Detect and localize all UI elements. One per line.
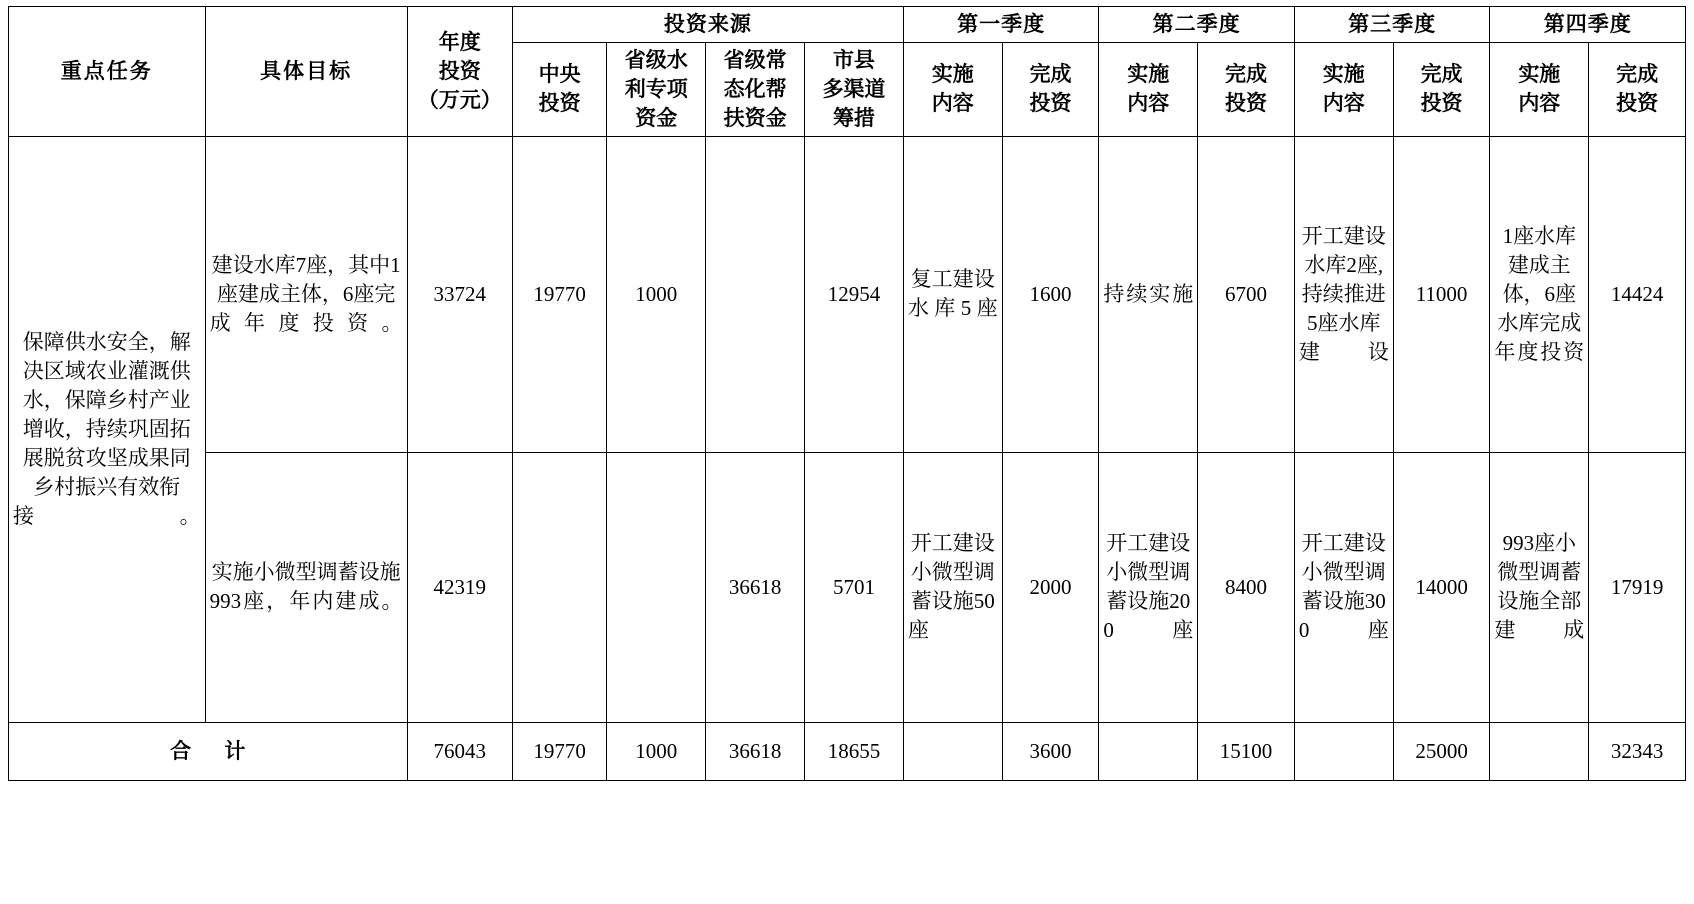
- cell-city-county-fund: 12954: [805, 136, 904, 452]
- header-q1-content-line1: 实施: [931, 62, 974, 87]
- header-goal-label: 具体目标: [260, 58, 353, 83]
- header-investment-source: [512, 7, 903, 43]
- header-q2-completed: [1198, 42, 1295, 136]
- header-q4-completed: [1589, 42, 1686, 136]
- cell-central-investment: 19770: [512, 136, 607, 452]
- header-annual-line2: 投资: [438, 58, 481, 83]
- header-q2-label: 第二季度: [1152, 12, 1241, 36]
- cell-task: 保障供水安全，解决区域农业灌溉供水，保障乡村产业增收，持续巩固拓展脱贫攻坚成果同乡村振兴有效衔接。: [9, 136, 206, 722]
- header-provnormal-line2: 态化帮: [723, 76, 787, 101]
- cell-q3-completed: 14000: [1393, 452, 1490, 722]
- header-q2-content: [1099, 42, 1198, 136]
- header-provwater-line1: 省级水: [624, 47, 688, 72]
- header-provwater-line2: 利专项: [624, 76, 688, 101]
- cell-provincial-water-fund: 1000: [607, 136, 706, 452]
- cell-provincial-support-fund: 36618: [706, 452, 805, 722]
- header-q1-completed-line1: 完成: [1029, 62, 1072, 87]
- cell-total-city-county: 18655: [805, 722, 904, 780]
- header-q3-completed-line1: 完成: [1420, 62, 1463, 87]
- header-q3-content-line2: 内容: [1322, 91, 1365, 116]
- cell-annual-investment: 33724: [407, 136, 512, 452]
- header-quarter-3: [1294, 7, 1490, 43]
- cell-annual-investment: 42319: [407, 452, 512, 722]
- cell-total-q1-content: [903, 722, 1002, 780]
- header-citycounty-line3: 筹措: [832, 105, 875, 130]
- header-q2-completed-line1: 完成: [1225, 62, 1268, 87]
- cell-q2-completed: 8400: [1198, 452, 1295, 722]
- header-q3-completed: [1393, 42, 1490, 136]
- cell-q1-completed: 2000: [1002, 452, 1099, 722]
- cell-central-investment: [512, 452, 607, 722]
- cell-city-county-fund: 5701: [805, 452, 904, 722]
- header-q4-content-line2: 内容: [1518, 91, 1561, 116]
- cell-total-label: 合 计: [9, 722, 408, 780]
- header-provincial-water-fund: [607, 42, 706, 136]
- cell-total-q3-completed: 25000: [1393, 722, 1490, 780]
- header-citycounty-line2: 多渠道: [822, 76, 886, 101]
- header-goal: [205, 7, 407, 137]
- table-row: [9, 452, 1686, 722]
- cell-total-provincial-support: 36618: [706, 722, 805, 780]
- header-q1-content-line2: 内容: [931, 91, 974, 116]
- header-q4-completed-line2: 投资: [1616, 91, 1659, 116]
- cell-total-provincial-water: 1000: [607, 722, 706, 780]
- header-city-county-fund: [805, 42, 904, 136]
- header-q2-content-line2: 内容: [1127, 91, 1170, 116]
- cell-total-annual: 76043: [407, 722, 512, 780]
- cell-q1-completed: 1600: [1002, 136, 1099, 452]
- header-task-label: 重点任务: [60, 58, 153, 83]
- header-q1-content: [903, 42, 1002, 136]
- cell-q4-completed: 14424: [1589, 136, 1686, 452]
- header-q4-content: [1490, 42, 1589, 136]
- investment-plan-table: [8, 6, 1686, 781]
- cell-q3-content: 开工建设小微型调蓄设施300座: [1294, 452, 1393, 722]
- header-q4-completed-line1: 完成: [1616, 62, 1659, 87]
- cell-total-q1-completed: 3600: [1002, 722, 1099, 780]
- header-provincial-support-fund: [706, 42, 805, 136]
- cell-total-q2-content: [1099, 722, 1198, 780]
- cell-q2-content: 开工建设小微型调蓄设施200座: [1099, 452, 1198, 722]
- cell-goal: 建设水库7座，其中1座建成主体，6座完成年度投资。: [205, 136, 407, 452]
- cell-q2-completed: 6700: [1198, 136, 1295, 452]
- header-provwater-line3: 资金: [635, 105, 678, 130]
- cell-total-q4-completed: 32343: [1589, 722, 1686, 780]
- header-q2-completed-line2: 投资: [1225, 91, 1268, 116]
- header-provnormal-line1: 省级常: [723, 47, 787, 72]
- cell-provincial-water-fund: [607, 452, 706, 722]
- header-q1-completed-line2: 投资: [1029, 91, 1072, 116]
- cell-goal: 实施小微型调蓄设施993座，年内建成。: [205, 452, 407, 722]
- header-q2-content-line1: 实施: [1127, 62, 1170, 87]
- header-annual-line1: 年度: [438, 29, 481, 54]
- header-investment-source-label: 投资来源: [663, 12, 752, 36]
- header-central-investment: [512, 42, 607, 136]
- header-annual-line3: （万元）: [417, 87, 502, 112]
- cell-total-central: 19770: [512, 722, 607, 780]
- cell-total-q2-completed: 15100: [1198, 722, 1295, 780]
- header-quarter-2: [1099, 7, 1295, 43]
- cell-q4-content: 993座小微型调蓄设施全部建成: [1490, 452, 1589, 722]
- cell-q1-content: 开工建设小微型调蓄设施50座: [903, 452, 1002, 722]
- header-task: [9, 7, 206, 137]
- cell-q3-completed: 11000: [1393, 136, 1490, 452]
- header-q3-completed-line2: 投资: [1420, 91, 1463, 116]
- cell-q1-content: 复工建设水库5座: [903, 136, 1002, 452]
- header-q3-content-line1: 实施: [1322, 62, 1365, 87]
- table-total-row: [9, 722, 1686, 780]
- header-quarter-4: [1490, 7, 1686, 43]
- header-provnormal-line3: 扶资金: [723, 105, 787, 130]
- header-q1-completed: [1002, 42, 1099, 136]
- cell-total-q4-content: [1490, 722, 1589, 780]
- cell-q4-content: 1座水库建成主体，6座水库完成年度投资: [1490, 136, 1589, 452]
- header-q3-label: 第三季度: [1348, 12, 1437, 36]
- header-annual-investment: [407, 7, 512, 137]
- header-q4-label: 第四季度: [1543, 12, 1632, 36]
- cell-total-q3-content: [1294, 722, 1393, 780]
- cell-provincial-support-fund: [706, 136, 805, 452]
- table-row: [9, 136, 1686, 452]
- header-q3-content: [1294, 42, 1393, 136]
- cell-q4-completed: 17919: [1589, 452, 1686, 722]
- header-q4-content-line1: 实施: [1518, 62, 1561, 87]
- header-central-line1: 中央: [538, 62, 581, 87]
- header-citycounty-line1: 市县: [832, 47, 875, 72]
- header-row-1: [9, 7, 1686, 43]
- cell-q2-content: 持续实施: [1099, 136, 1198, 452]
- cell-q3-content: 开工建设水库2座,持续推进5座水库建设: [1294, 136, 1393, 452]
- header-central-line2: 投资: [538, 91, 581, 116]
- header-q1-label: 第一季度: [957, 12, 1046, 36]
- header-quarter-1: [903, 7, 1099, 43]
